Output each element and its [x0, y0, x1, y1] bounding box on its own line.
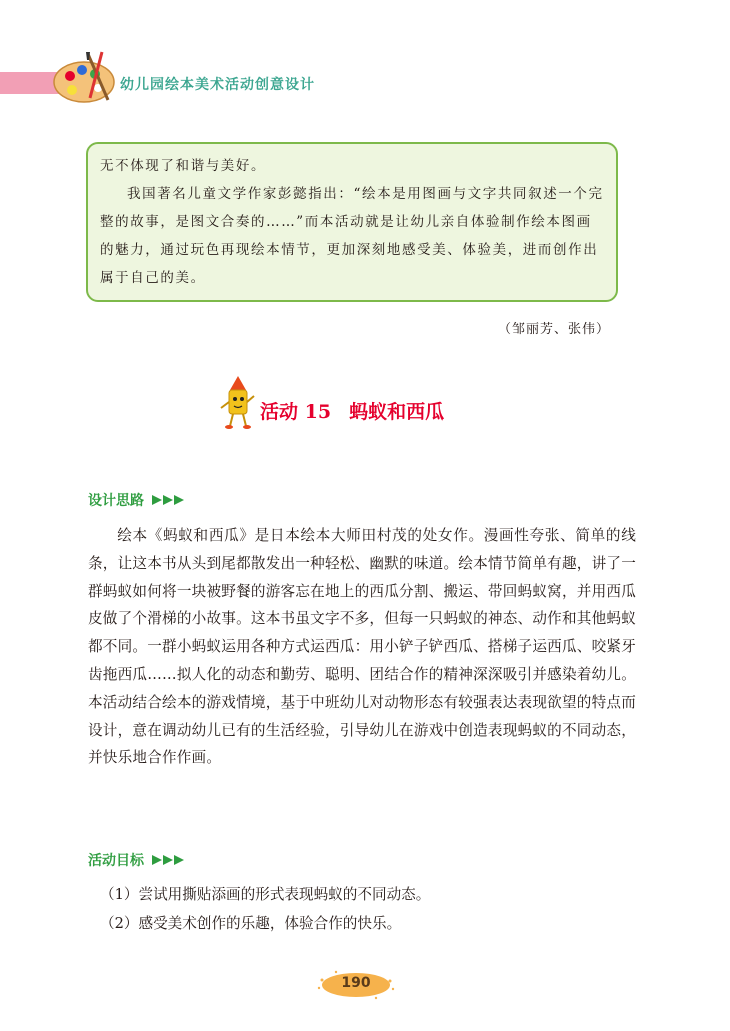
goal-item: （1）尝试用撕贴添画的形式表现蚂蚁的不同动态。 [100, 886, 431, 903]
goals-heading [88, 850, 185, 870]
design-idea-body [88, 522, 636, 772]
paint-palette-icon [50, 50, 118, 106]
triple-arrow-icon [152, 855, 185, 865]
design-idea-heading [88, 490, 185, 510]
quote-box [86, 142, 618, 302]
activity-title [260, 397, 444, 424]
book-title: 幼儿园绘本美术活动创意设计 [120, 77, 315, 93]
design-idea-label: 设计思路 [88, 493, 144, 509]
quote-line: 无不体现了和谐与美好。 [100, 158, 267, 174]
goals-list [100, 880, 640, 938]
design-idea-paragraph: 绘本《蚂蚁和西瓜》是日本绘本大师田村茂的处女作。漫画性夸张、简单的线条，让这本书从头到尾都散发出一种轻松、幽默的味道。绘本情节简单有趣，讲了一群蚂蚁如何将一块被野餐的游客忘在地上的西瓜分割、搬运、带回蚂蚁窝，并用西瓜皮做了个滑梯的小故事。这本书虽文字不多，但每一只蚂蚁的神态、动作和其他蚂蚁都不同。一群小蚂蚁运用各种方式运西瓜：用小铲子铲西瓜、搭梯子运西瓜、咬紧牙齿拖西瓜……拟人化的动态和勤劳、聪明、团结合作的精神深深吸引并感染着幼儿。本活动结合绘本的游戏情境，基于中班幼儿对动物形态有较强表达表现欲望的特点而设计，意在调动幼儿已有的生活经验，引导幼儿在游戏中创造表现蚂蚁的不同动态，并快乐地合作作画。 [88, 527, 636, 767]
activity-name: 蚂蚁和西瓜 [349, 401, 445, 423]
activity-number: 活动 15 [260, 401, 332, 423]
quote-paragraph: 我国著名儿童文学作家彭懿指出：“绘本是用图画与文字共同叙述一个完整的故事，是图文合奏的……”而本活动就是让幼儿亲自体验制作绘本图画的魅力，通过玩色再现绘本情节，更加深刻地感受美、体验美，进而创作出属于自己的美。 [100, 186, 604, 286]
goals-label: 活动目标 [88, 853, 144, 869]
crayon-mascot-icon [218, 374, 258, 430]
triple-arrow-icon [152, 495, 185, 505]
goal-item: （2）感受美术创作的乐趣，体验合作的快乐。 [100, 915, 402, 932]
author-credit: （邹丽芳、张伟） [497, 322, 610, 337]
page-number: 190 [341, 975, 371, 991]
